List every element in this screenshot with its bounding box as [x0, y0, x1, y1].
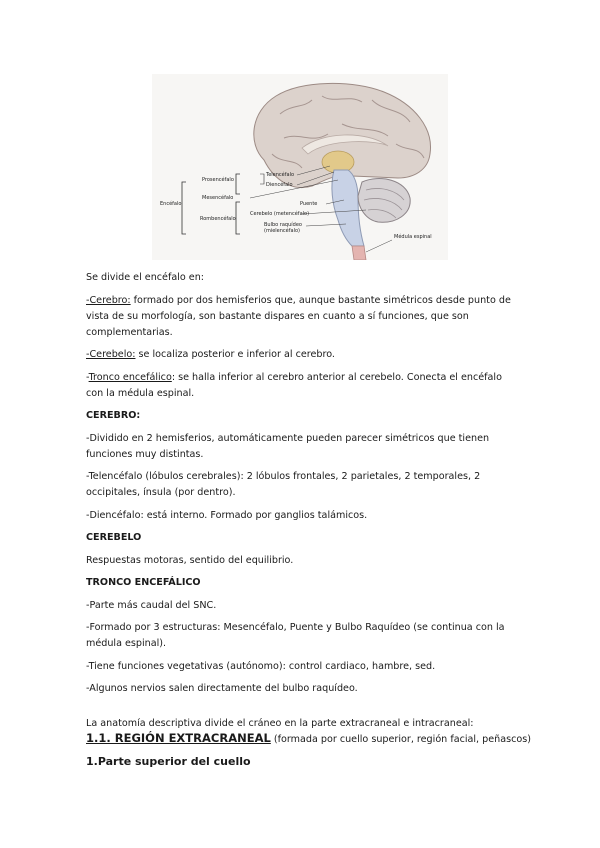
label-bulbo-1: Bulbo raquídeo	[264, 222, 302, 228]
bracket-prosencefalo-right	[260, 174, 264, 184]
paragraph-gap	[86, 704, 522, 716]
label-medula: Médula espinal	[394, 234, 432, 240]
cerebellum-shape	[358, 179, 410, 223]
section-heading-note: (formada por cuello superior, región facial, peñascos)	[270, 734, 531, 745]
bracket-rombencefalo	[236, 202, 240, 234]
tronco-point-1: -Parte más caudal del SNC.	[86, 599, 217, 611]
cerebro-point-1: -Dividido en 2 hemisferios, automáticamente pueden parecer simétricos que tienen funciones muy distintas.	[86, 432, 490, 460]
brain-sagittal-figure	[152, 74, 448, 260]
leader-medula	[366, 240, 392, 252]
bracket-encefalo	[182, 182, 186, 234]
tronco-prefix: -	[86, 371, 89, 383]
label-puente: Puente	[300, 201, 318, 207]
label-cerebelo: Cerebelo (metencéfalo)	[250, 211, 310, 217]
label-rombencefalo: Rombencéfalo	[200, 216, 236, 222]
cerebelo-term: -Cerebelo:	[86, 349, 136, 360]
cerebro-text: formado por dos hemisferios que, aunque bastante simétricos desde punto de vista de su morfología, son bastante dispares en cuanto a sí funciones, que son complementarias.	[86, 294, 511, 338]
cerebro-point-3: -Diencéfalo: está interno. Formado por ganglios talámicos.	[86, 509, 368, 521]
brainstem-shape	[332, 170, 364, 246]
cerebelo-paragraph	[86, 347, 522, 363]
tronco-term: Tronco encefálico	[88, 371, 172, 383]
heading-tronco: TRONCO ENCEFÁLICO	[86, 577, 201, 588]
bracket-prosencefalo	[236, 174, 240, 194]
label-diencefalo: Diencéfalo	[266, 182, 293, 188]
subsection-heading: 1.Parte superior del cuello	[86, 755, 251, 768]
cerebelo-text: se localiza posterior e inferior al cerebro.	[135, 349, 335, 360]
anatomia-paragraph: La anatomía descriptiva divide el cráneo en la parte extracraneal e intracraneal:	[86, 717, 474, 729]
spinal-cord-shape	[352, 246, 366, 260]
label-mesencefalo: Mesencéfalo	[202, 195, 234, 201]
heading-cerebelo: CEREBELO	[86, 532, 142, 543]
heading-cerebro: CEREBRO:	[86, 410, 141, 421]
cerebro-point-2: -Telencéfalo (lóbulos cerebrales): 2 lóbulos frontales, 2 parietales, 2 temporales, 2 occipitales, ínsula (por dentro).	[86, 471, 481, 498]
cerebro-term: -Cerebro:	[86, 294, 131, 306]
tronco-text: : se halla inferior al cerebro anterior al cerebelo. Conecta el encéfalo con la médula espinal.	[86, 371, 502, 399]
intro-paragraph: Se divide el encéfalo en:	[86, 272, 205, 283]
label-prosencefalo: Prosencéfalo	[202, 177, 234, 183]
tronco-point-2: -Formado por 3 estructuras: Mesencéfalo, Puente y Bulbo Raquídeo (se continua con la médula espinal).	[86, 622, 505, 649]
tronco-point-4: -Algunos nervios salen directamente del bulbo raquídeo.	[86, 683, 358, 694]
label-encefalo: Encéfalo	[160, 201, 182, 207]
cerebelo-point-1: Respuestas motoras, sentido del equilibrio.	[86, 554, 294, 566]
tronco-point-3: -Tiene funciones vegetativas (autónomo): control cardiaco, hambre, sed.	[86, 660, 436, 672]
section-heading	[86, 731, 546, 745]
label-telencefalo: Telencéfalo	[266, 172, 295, 178]
cerebro-paragraph	[86, 293, 522, 341]
section-heading-title: 1.1. REGIÓN EXTRACRANEAL	[86, 731, 271, 745]
tronco-paragraph	[86, 370, 522, 402]
brain-illustration	[152, 74, 448, 260]
document-body	[86, 270, 522, 738]
label-bulbo-2: (mielencéfalo)	[264, 228, 300, 234]
